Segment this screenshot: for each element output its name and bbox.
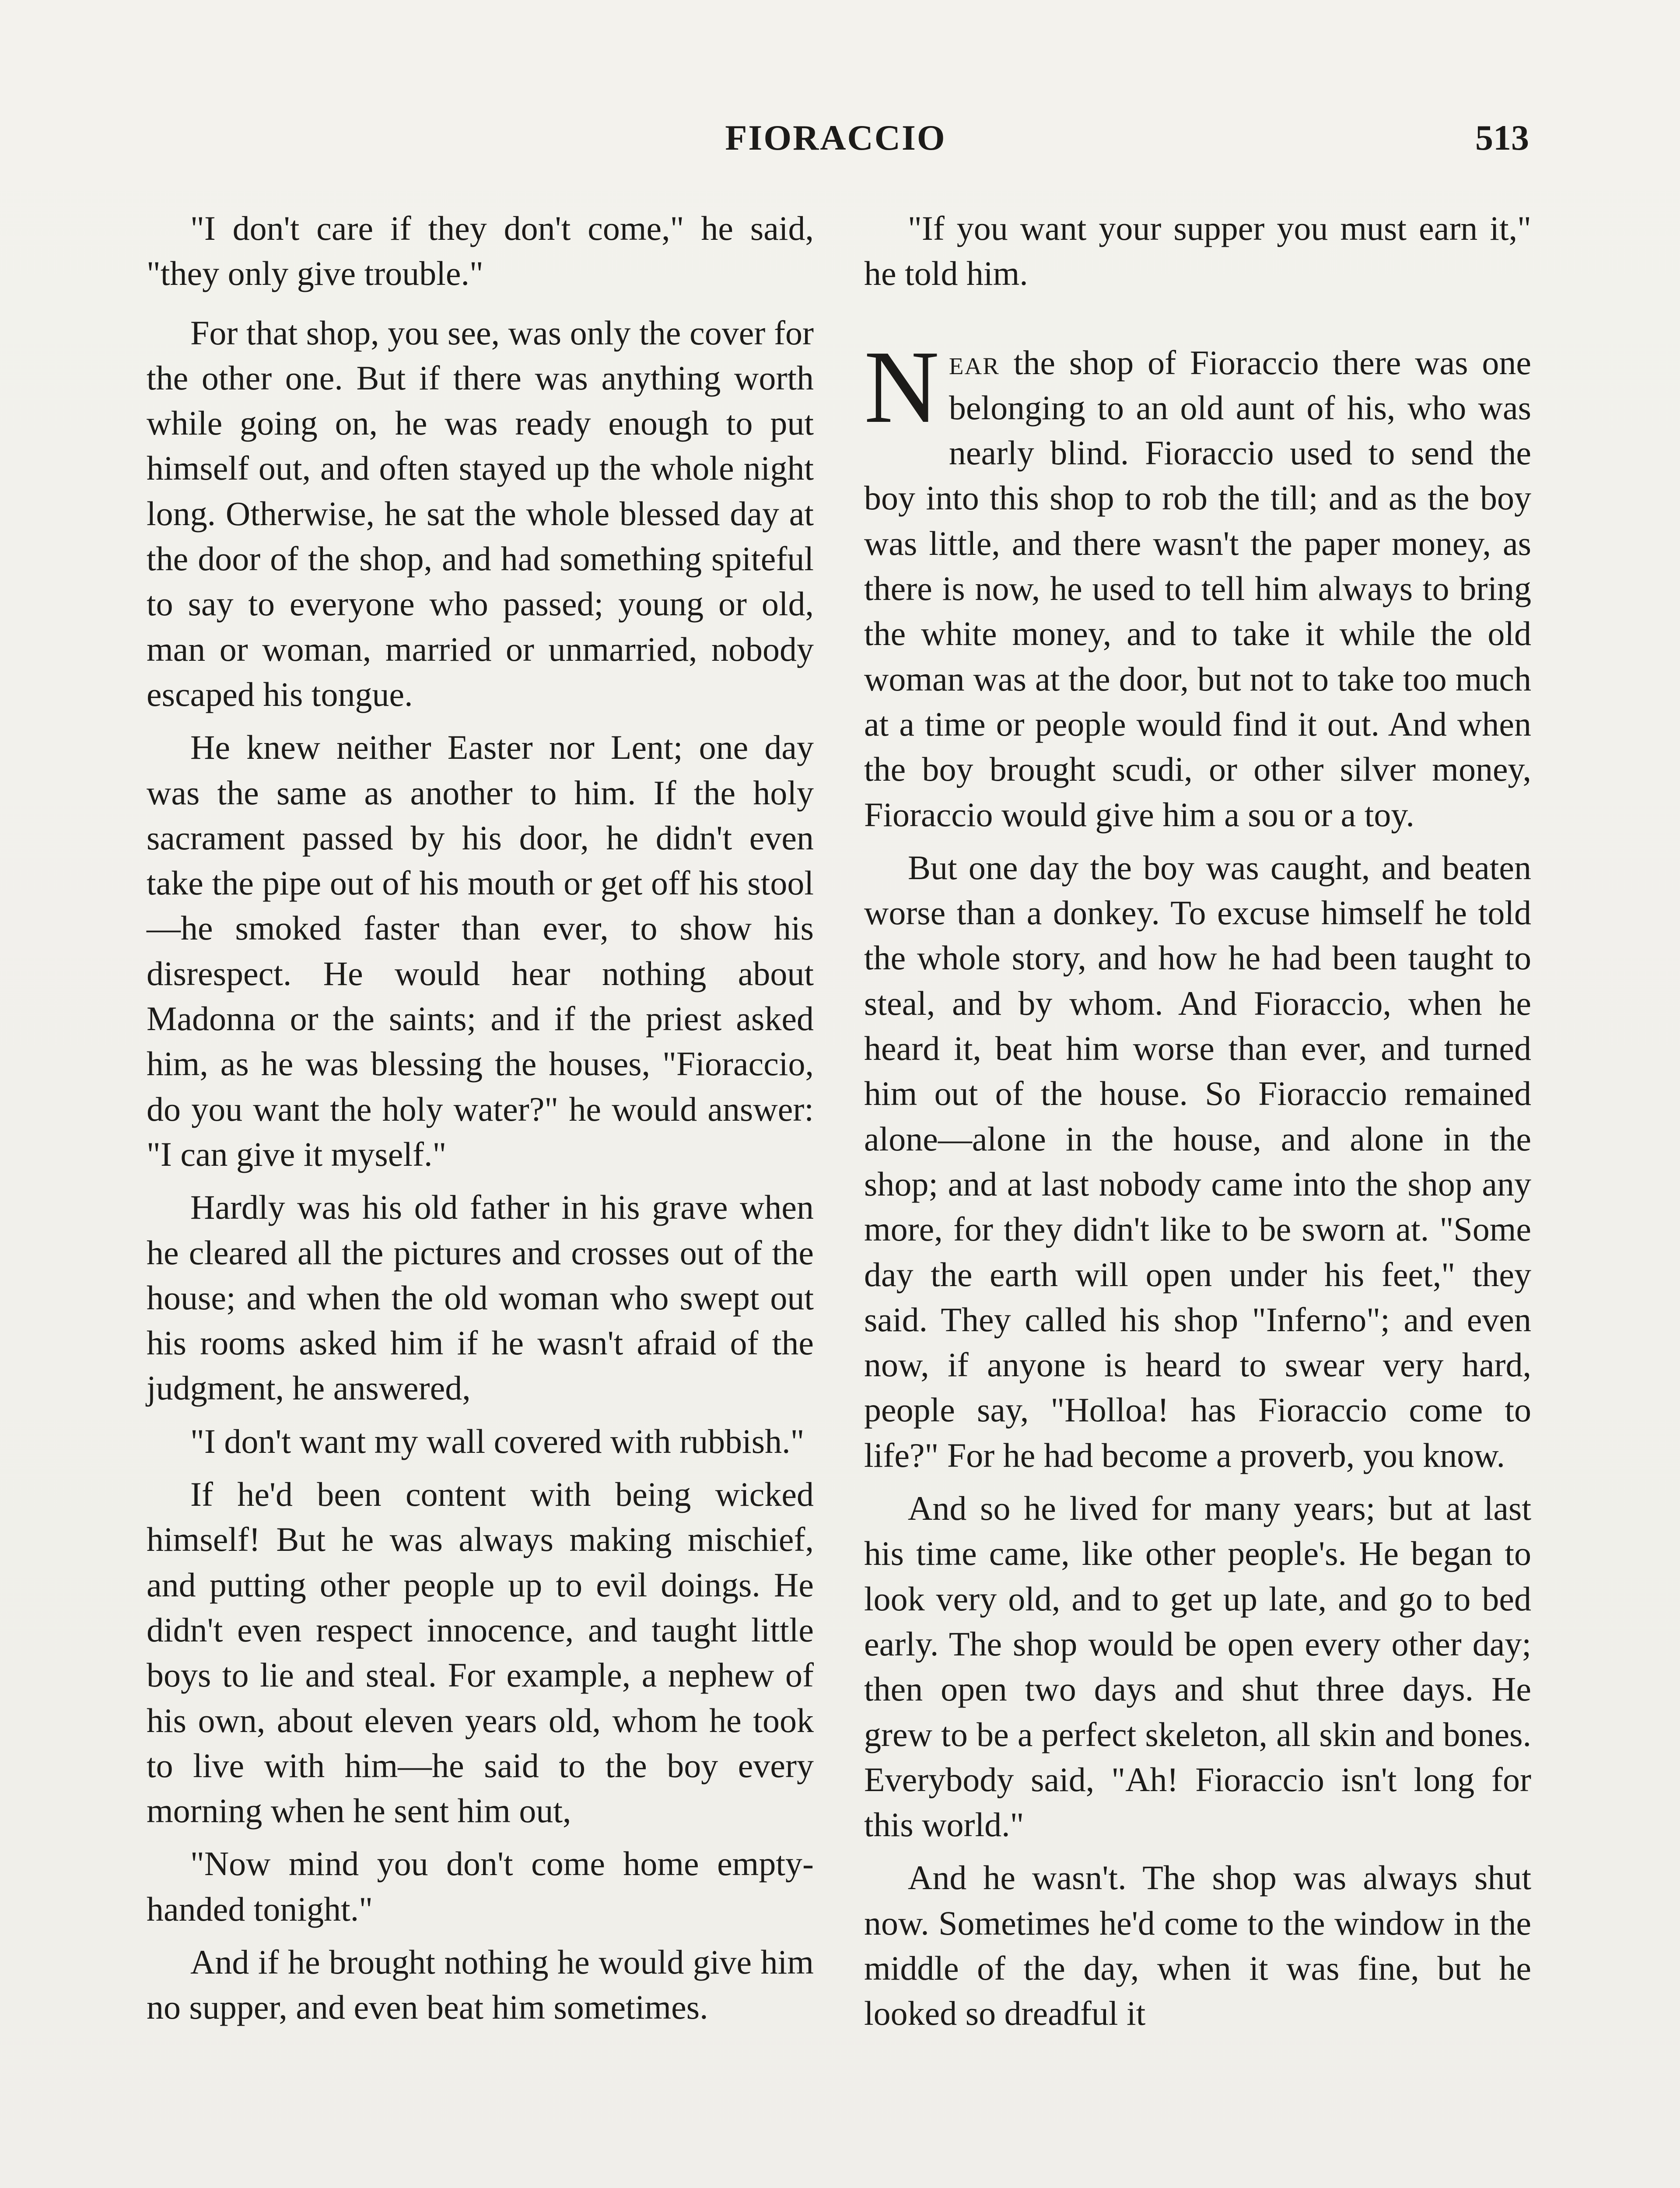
- paragraph: For that shop, you see, was only the cover for the other one. But if there was anything worth while going on, he was ready enough to put himself out, and often stayed up the whole night long. Otherwise, he sat the whole blessed day at the door of the shop, and had something spiteful to say to everyone who passed; young or old, man or woman, married or unmarried, nobody escaped his tongue.: [147, 313, 814, 713]
- paragraph: "I don't care if they don't come," he said, "they only give trouble.": [147, 209, 814, 293]
- running-title: FIORACCIO: [725, 118, 946, 158]
- paragraph: "Now mind you don't come home empty-handed tonight.": [147, 1844, 814, 1928]
- page-number: 513: [1475, 118, 1529, 158]
- paragraph: Hardly was his old father in his grave when he cleared all the pictures and crosses out of the house; and when the old woman who swept out his rooms asked him if he wasn't afraid of the judgment, he answered,: [147, 1188, 814, 1407]
- paragraph: And he wasn't. The shop was always shut now. Sometimes he'd come to the window in the middle of the day, when it was fine, but he looked so dreadful it: [864, 1858, 1531, 2033]
- paragraph: And if he brought nothing he would give him no supper, and even beat him sometimes.: [147, 1943, 814, 2027]
- paragraph-text: the shop of Fioraccio there was one belonging to an old aunt of his, who was nearly blind. Fioraccio used to send the boy into this shop to rob the till; and as the boy was little, and there wasn't the paper money, as there is now, he used to tell him always to bring the white money, and to take it while the old woman was at the door, but not to take too much at a time or people would find it out. And when the boy brought scudi, or other silver money, Fioraccio would give him a sou or a toy.: [864, 343, 1531, 834]
- paragraph: If he'd been content with being wicked himself! But he was always making mischief, and putting other people up to evil doings. He didn't even respect innocence, and taught little boys to lie and steal. For example, a nephew of his own, about eleven years old, whom he took to live with him—he said to the boy every morning when he sent him out,: [147, 1475, 814, 1830]
- running-header: [0, 117, 1680, 165]
- right-column: [864, 206, 1531, 2044]
- paragraph: "If you want your supper you must earn it," he told him.: [864, 209, 1531, 293]
- paragraph: "I don't want my wall covered with rubbish.": [190, 1422, 805, 1460]
- small-caps-lead: ear: [948, 343, 1000, 382]
- left-column: [147, 206, 814, 2038]
- paragraph: And so he lived for many years; but at last his time came, like other people's. He began to look very old, and to get up late, and go to bed early. The shop would be open every other day; then open two days and shut three days. He grew to be a perfect skeleton, all skin and bones. Everybody said, "Ah! Fioraccio isn't long for this world.": [864, 1489, 1531, 1844]
- paragraph: He knew neither Easter nor Lent; one day was the same as another to him. If the holy sacrament passed by his door, he didn't even take the pipe out of his mouth or get off his stool—he smoked faster than ever, to show his disrespect. He would hear nothing about Madonna or the saints; and if the priest asked him, as he was blessing the houses, "Fioraccio, do you want the holy water?" he would answer: "I can give it myself.": [147, 728, 814, 1173]
- drop-cap-letter: N: [864, 329, 939, 445]
- paragraph: But one day the boy was caught, and beaten worse than a donkey. To excuse himself he told the whole story, and how he had been taught to steal, and by whom. And Fioraccio, when he heard it, beat him worse than ever, and turned him out of the house. So Fioraccio remained alone—alone in the house, and alone in the shop; and at last nobody came into the shop any more, for they didn't like to be sworn at. "Some day the earth will open under his feet," they said. They called his shop "Inferno"; and even now, if anyone is heard to swear very hard, people say, "Holloa! has Fioraccio come to life?" For he had become a proverb, you know.: [864, 848, 1531, 1474]
- section-opening-paragraph: [864, 329, 1531, 837]
